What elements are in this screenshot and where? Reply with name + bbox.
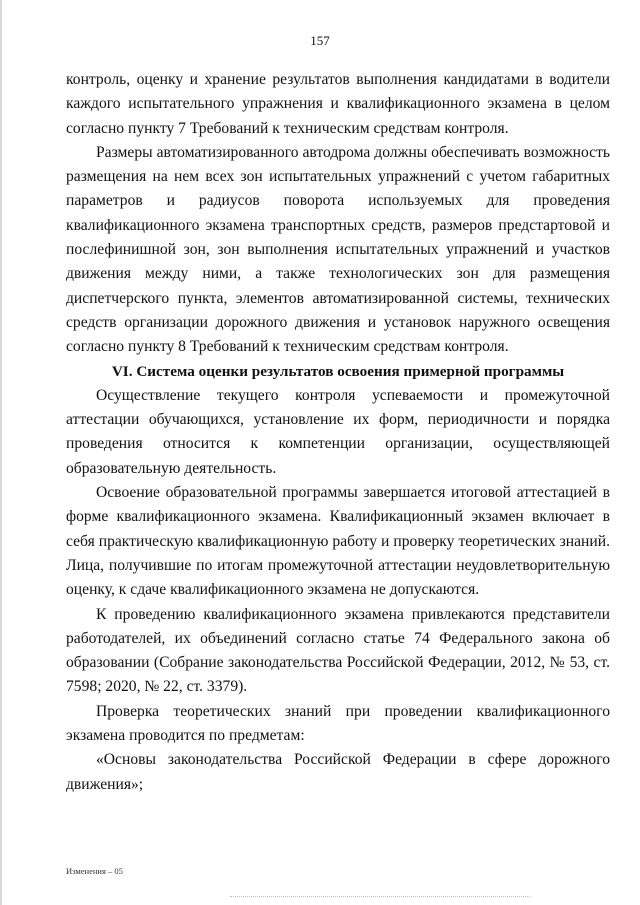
paragraph-theory-check: Проверка теоретических знаний при проведении квалификационного экзамена проводится по предметам:: [66, 702, 610, 745]
paragraph-autodrome-size: Размеры автоматизированного автодрома должны обеспечивать возможность размещения на нем всех зон испытательных упражнений с учетом габаритных параметров и радиусов поворота используемых для проведения квалификационного экзамена транспортных средств, размеров предстартовой и послефинишной зон, зон выполнения испытательных упражнений и участков движения между ними, а также технологических зон для размещения диспетчерского пункта, элементов автоматизированной системы, технических средств организации дорожного движения и установок наружного освещения согласно пункту 8 Требований к техническим средствам контроля.: [66, 143, 610, 356]
paragraph-continued: контроль, оценку и хранение результатов выполнения кандидатами в водители каждого испытательного упражнения и квалификационного экзамена в целом согласно пункту 7 Требований к техническим средствам контроля.: [66, 71, 610, 137]
page-number: 157: [310, 33, 330, 48]
paragraph-subject-list-item: «Основы законодательства Российской Федерации в сфере дорожного движения»;: [66, 751, 610, 793]
paragraph-current-control: Осуществление текущего контроля успеваемости и промежуточной аттестации обучающихся, установление их форм, периодичности и порядка проведения относится к компетенции организации, осуществляющей образовательную деятельность.: [66, 386, 610, 477]
scan-artifact-line: [230, 896, 530, 898]
paragraph-final-attestation: Освоение образовательной программы завершается итоговой аттестацией в форме квалификационного экзамена. Квалификационный экзамен включает в себя практическую квалификационную работу и проверку теоретических знаний. Лица, получившие по итогам промежуточной аттестации неудовлетворительную оценку, к сдаче квалификационного экзамена не допускаются.: [66, 484, 610, 599]
page-body: [66, 68, 610, 797]
paragraph-employers: К проведению квалификационного экзамена привлекаются представители работодателей, их объединений согласно статье 74 Федерального закона об образовании (Собрание законодательства Российской Федерации, 2012, № 53, ст. 7598; 2020, № 22, ст. 3379).: [66, 605, 610, 696]
section-heading: VI. Система оценки результатов освоения примерной программы: [111, 362, 565, 380]
scan-edge: [0, 0, 2, 905]
revision-footer: Изменения – 05: [66, 866, 123, 876]
